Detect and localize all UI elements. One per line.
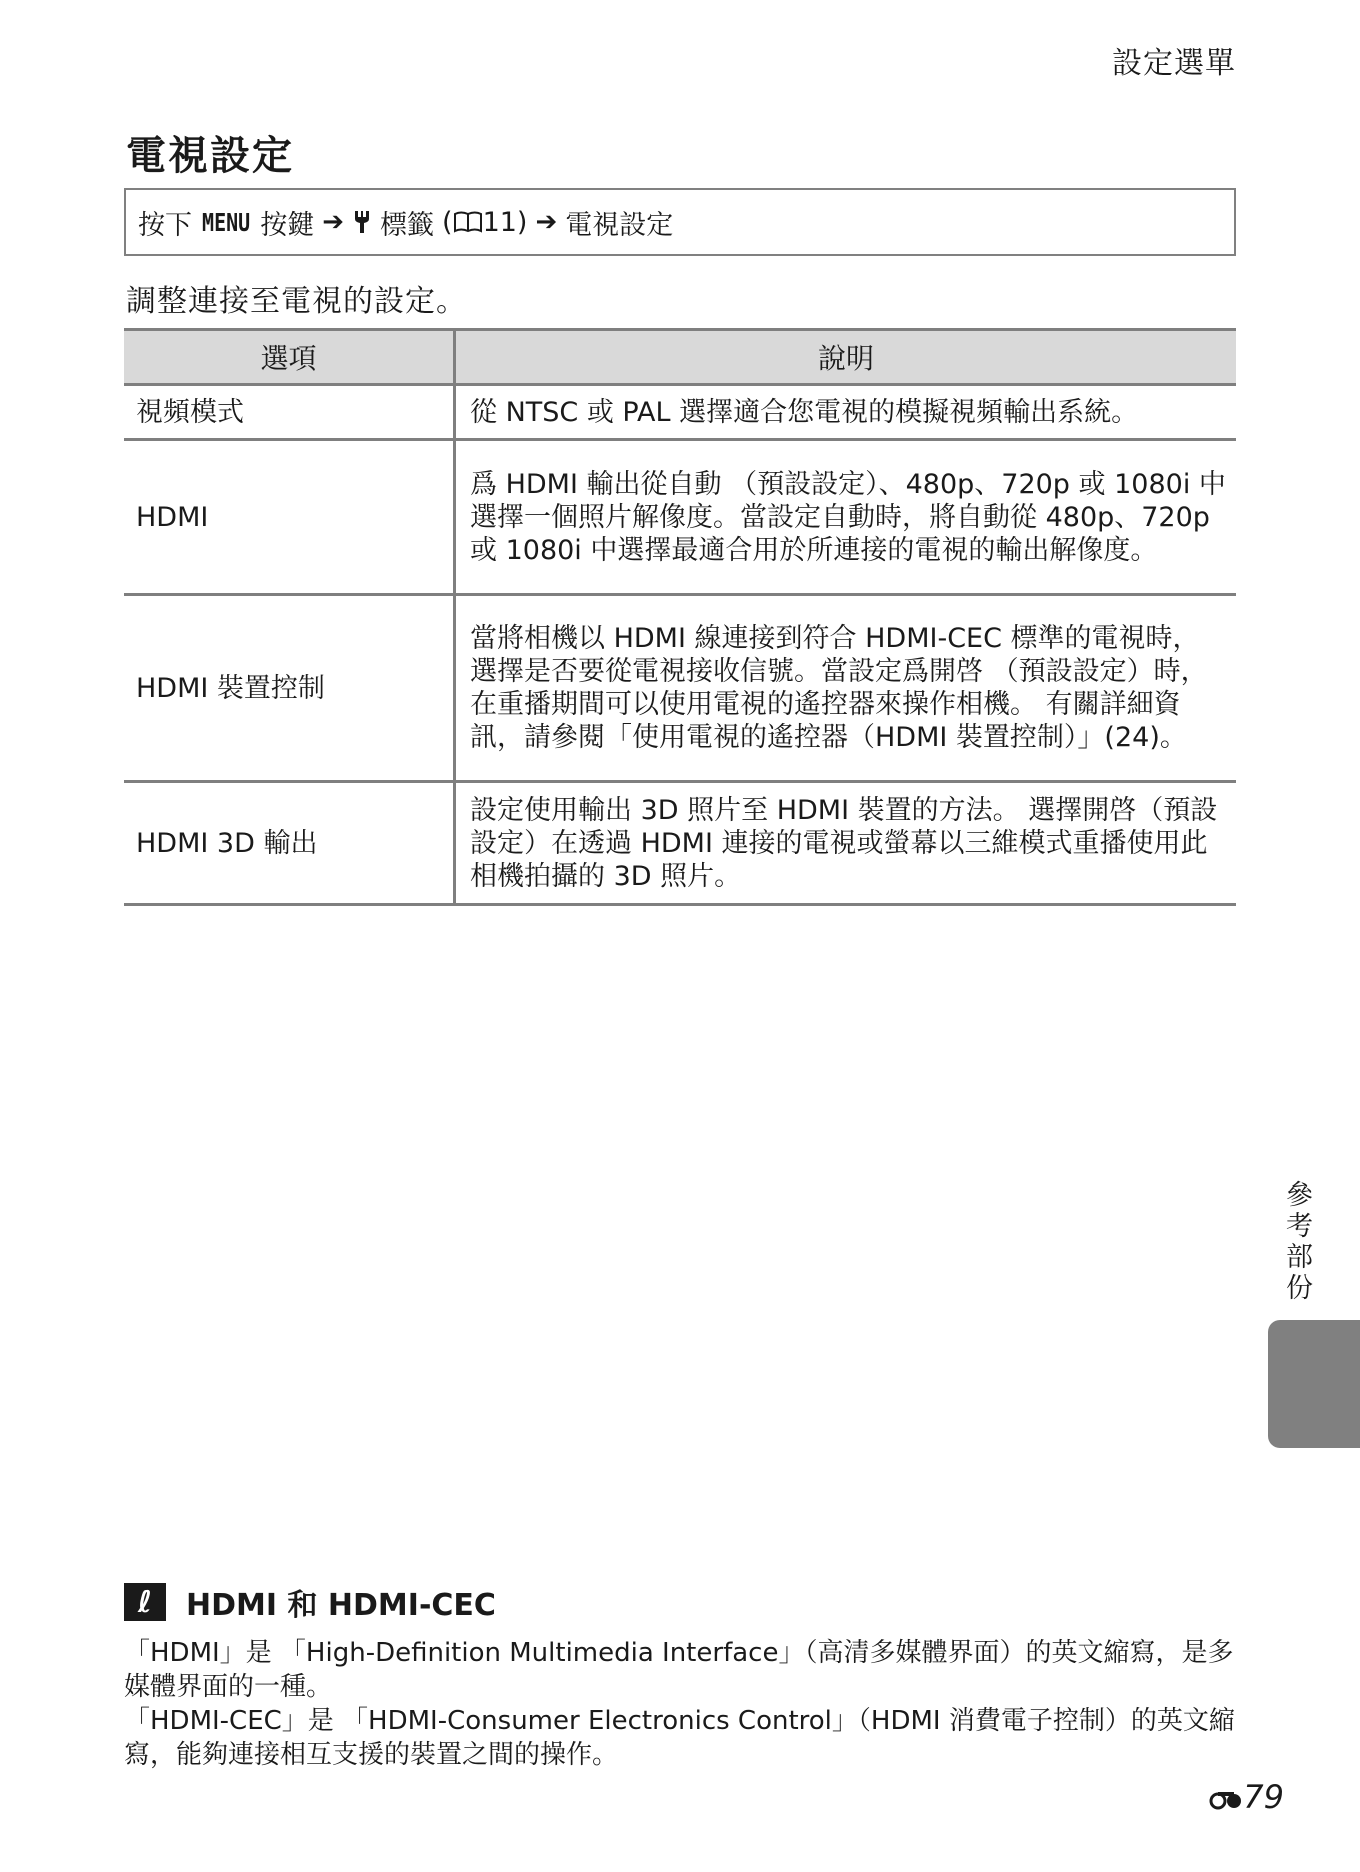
note-body xyxy=(124,1636,1236,1772)
reference-icon xyxy=(1209,1786,1243,1812)
table-row xyxy=(124,385,1236,440)
option-cell: HDMI 3D 輸出 xyxy=(124,782,455,905)
note-paragraph: 「HDMI-CEC」是 「HDMI-Consumer Electronics Control」（HDMI 消費電子控制）的英文縮寫，能夠連接相互支援的裝置之間的操作。 xyxy=(124,1706,1235,1770)
option-cell: HDMI xyxy=(124,440,455,595)
nav-prefix: 按下 xyxy=(138,209,192,241)
section-header: 設定選單 xyxy=(1112,46,1236,81)
page-number xyxy=(1209,1778,1284,1816)
note-header xyxy=(124,1580,496,1624)
settings-table xyxy=(124,328,1236,906)
menu-path-box xyxy=(124,188,1236,256)
note-title: HDMI 和 HDMI-CEC xyxy=(186,1588,496,1623)
option-cell: 視頻模式 xyxy=(124,385,455,440)
table-row xyxy=(124,440,1236,595)
menu-button-label: MENU xyxy=(202,207,251,237)
nav-ref-num: 11) xyxy=(482,206,528,238)
section-tab xyxy=(1268,1320,1360,1448)
side-section-label: 參考部份 xyxy=(1281,1180,1312,1304)
description-cell: 當將相機以 HDMI 線連接到符合 HDMI-CEC 標準的電視時，選擇是否要從電視接收信號。當設定爲開啓 （預設設定）時，在重播期間可以使用電視的遙控器來操作相機。 有關詳細資訊，請參閱「使用電視的遙控器（HDMI 裝置控制）」(24)。 xyxy=(455,595,1237,782)
intro-text: 調整連接至電視的設定。 xyxy=(126,284,467,319)
nav-tab: 標籤 xyxy=(380,209,435,241)
nav-mid: 按鍵 xyxy=(260,209,315,241)
column-header-option: 選項 xyxy=(124,330,455,385)
arrow-right-icon: ➔ xyxy=(322,207,345,237)
nav-ref-open: ( xyxy=(442,206,453,238)
table-row xyxy=(124,595,1236,782)
note-paragraph: 「HDMI」是 「High-Definition Multimedia Interface」（高清多媒體界面）的英文縮寫，是多媒體界面的一種。 xyxy=(124,1638,1234,1702)
option-cell: HDMI 裝置控制 xyxy=(124,595,455,782)
note-pencil-icon: ℓ xyxy=(124,1583,166,1621)
book-icon xyxy=(453,211,483,233)
description-cell: 從 NTSC 或 PAL 選擇適合您電視的模擬視頻輸出系統。 xyxy=(455,385,1237,440)
setup-wrench-icon xyxy=(352,210,372,234)
column-header-description: 說明 xyxy=(455,330,1237,385)
description-cell: 爲 HDMI 輸出從自動 （預設設定）、480p、720p 或 1080i 中選擇一個照片解像度。當設定自動時，將自動從 480p、720p 或 1080i 中選擇最適合用於所連接的電視的輸出解像度。 xyxy=(455,440,1237,595)
nav-dest: 電視設定 xyxy=(565,209,674,241)
table-row xyxy=(124,782,1236,905)
arrow-right-icon: ➔ xyxy=(535,207,558,237)
page-title: 電視設定 xyxy=(126,133,294,179)
description-cell: 設定使用輸出 3D 照片至 HDMI 裝置的方法。 選擇開啓（預設設定）在透過 HDMI 連接的電視或螢幕以三維模式重播使用此相機拍攝的 3D 照片。 xyxy=(455,782,1237,905)
page-number-value: 79 xyxy=(1243,1778,1284,1816)
